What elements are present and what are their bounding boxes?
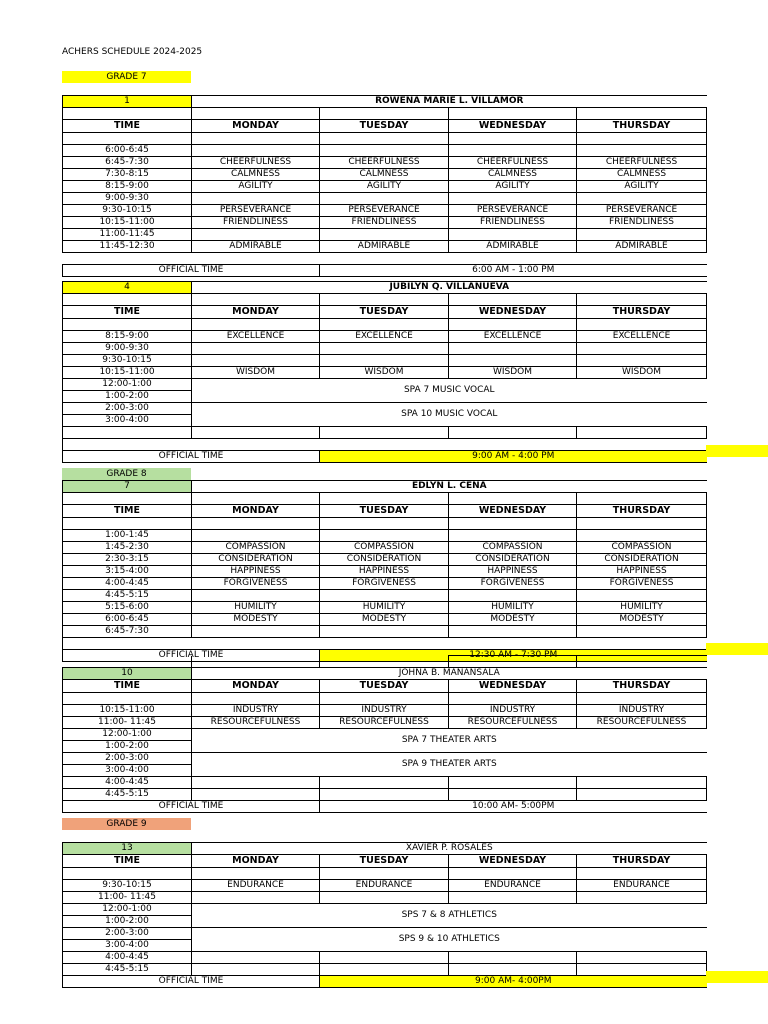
time-cell: 12:00-1:00: [63, 729, 192, 741]
subject-cell: [577, 145, 707, 157]
subject-cell: PERSEVERANCE: [577, 205, 707, 217]
header-time: TIME: [63, 505, 192, 518]
time-cell: 6:45-7:30: [63, 626, 192, 638]
time-cell: 4:00-4:45: [63, 777, 192, 789]
subject-cell: EXCELLENCE: [449, 331, 577, 343]
time-cell: 4:00-4:45: [63, 578, 192, 590]
subject-cell: [320, 530, 449, 542]
subject-cell: INDUSTRY: [577, 705, 707, 717]
subject-cell: EXCELLENCE: [577, 331, 707, 343]
time-cell: 9:00-9:30: [63, 193, 192, 205]
subject-cell: [449, 530, 577, 542]
time-cell: 4:00-4:45: [63, 952, 192, 964]
subject-cell: COMPASSION: [320, 542, 449, 554]
time-cell: 11:00- 11:45: [63, 717, 192, 729]
time-cell: 3:00-4:00: [63, 940, 192, 952]
subject-cell: [449, 193, 577, 205]
subject-cell: [192, 590, 320, 602]
grade-9-label: GRADE 9: [62, 818, 191, 830]
time-cell: 8:15-9:00: [63, 331, 192, 343]
schedule-table-villamor: [62, 95, 707, 277]
subject-cell: [320, 343, 449, 355]
header-time: TIME: [63, 306, 192, 319]
time-cell: 9:00-9:30: [63, 343, 192, 355]
grade-8-label: GRADE 8: [62, 468, 191, 480]
time-cell: 9:30-10:15: [63, 880, 192, 892]
time-cell: 3:00-4:00: [63, 415, 192, 427]
header-time: TIME: [63, 680, 192, 693]
subject-cell: PERSEVERANCE: [192, 205, 320, 217]
subject-cell: INDUSTRY: [449, 705, 577, 717]
subject-cell: [577, 626, 707, 638]
subject-cell: MODESTY: [192, 614, 320, 626]
time-cell: 9:30-10:15: [63, 355, 192, 367]
schedule-row: [63, 241, 707, 253]
subject-cell: [320, 229, 449, 241]
subject-cell: [449, 145, 577, 157]
header-monday: MONDAY: [192, 855, 320, 868]
subject-cell: RESOURCEFULNESS: [449, 717, 577, 729]
subject-cell: AGILITY: [192, 181, 320, 193]
time-cell: 2:00-3:00: [63, 753, 192, 765]
official-time-label: OFFICIAL TIME: [63, 650, 320, 662]
subject-cell: MODESTY: [320, 614, 449, 626]
subject-cell: [192, 145, 320, 157]
subject-cell: [577, 343, 707, 355]
schedule-row: [63, 542, 707, 554]
time-cell: 3:00-4:00: [63, 765, 192, 777]
time-cell: 1:00-2:00: [63, 391, 192, 403]
highlight-extension: [706, 971, 768, 983]
schedule-row: [63, 367, 707, 379]
header-wednesday: WEDNESDAY: [449, 855, 577, 868]
time-cell: 11:00-11:45: [63, 229, 192, 241]
document-title: ACHERS SCHEDULE 2024-2025: [62, 47, 203, 57]
subject-cell: FORGIVENESS: [449, 578, 577, 590]
subject-cell: [449, 355, 577, 367]
official-time-value: 9:00 AM - 4:00 PM: [320, 451, 707, 463]
subject-cell: [320, 193, 449, 205]
subject-cell: [192, 626, 320, 638]
header-wednesday: WEDNESDAY: [449, 505, 577, 518]
schedule-row: [63, 602, 707, 614]
subject-cell: FORGIVENESS: [577, 578, 707, 590]
official-time-value: 12:30 AM - 7:30 PM: [320, 650, 707, 662]
subject-cell: CONSIDERATION: [449, 554, 577, 566]
teacher-name: JOHNA B. MANANSALA: [192, 668, 707, 680]
schedule-row: [63, 626, 707, 638]
header-time: TIME: [63, 855, 192, 868]
schedule-row: [63, 181, 707, 193]
schedule-row: [63, 705, 707, 717]
schedule-row: [63, 880, 707, 892]
schedule-row: [63, 145, 707, 157]
schedule-row: [63, 566, 707, 578]
schedule-row: [63, 614, 707, 626]
schedule-row: [63, 530, 707, 542]
subject-cell: WISDOM: [449, 367, 577, 379]
subject-cell: COMPASSION: [577, 542, 707, 554]
time-cell: 10:15-11:00: [63, 217, 192, 229]
merged-class-cell: SPA 10 MUSIC VOCAL: [192, 403, 707, 427]
time-cell: 8:15-9:00: [63, 181, 192, 193]
teacher-number: 1: [63, 96, 192, 108]
official-time-value: 9:00 AM- 4:00PM: [320, 976, 707, 988]
subject-cell: [577, 530, 707, 542]
schedule-table-manansala: [62, 655, 707, 813]
header-wednesday: WEDNESDAY: [449, 306, 577, 319]
teacher-name: EDLYN L. CENA: [192, 481, 707, 493]
subject-cell: [320, 892, 449, 904]
schedule-table-cena: [62, 480, 707, 662]
header-tuesday: TUESDAY: [320, 120, 449, 133]
subject-cell: [192, 193, 320, 205]
subject-cell: FRIENDLINESS: [320, 217, 449, 229]
merged-class-cell: SPA 7 THEATER ARTS: [192, 729, 707, 753]
official-time-label: OFFICIAL TIME: [63, 976, 320, 988]
subject-cell: HAPPINESS: [449, 566, 577, 578]
schedule-row: [63, 193, 707, 205]
subject-cell: FORGIVENESS: [320, 578, 449, 590]
subject-cell: FRIENDLINESS: [449, 217, 577, 229]
subject-cell: ADMIRABLE: [192, 241, 320, 253]
subject-cell: HAPPINESS: [192, 566, 320, 578]
subject-cell: RESOURCEFULNESS: [192, 717, 320, 729]
subject-cell: CALMNESS: [449, 169, 577, 181]
time-cell: 10:15-11:00: [63, 705, 192, 717]
schedule-table-villanueva: [62, 281, 707, 463]
subject-cell: RESOURCEFULNESS: [320, 717, 449, 729]
schedule-row: [63, 343, 707, 355]
header-thursday: THURSDAY: [577, 306, 707, 319]
time-cell: 9:30-10:15: [63, 205, 192, 217]
subject-cell: [449, 892, 577, 904]
subject-cell: [449, 590, 577, 602]
time-cell: 3:15-4:00: [63, 566, 192, 578]
subject-cell: FRIENDLINESS: [192, 217, 320, 229]
header-thursday: THURSDAY: [577, 680, 707, 693]
header-monday: MONDAY: [192, 505, 320, 518]
time-cell: 4:45-5:15: [63, 590, 192, 602]
subject-cell: CONSIDERATION: [577, 554, 707, 566]
subject-cell: HUMILITY: [577, 602, 707, 614]
subject-cell: CHEERFULNESS: [192, 157, 320, 169]
subject-cell: MODESTY: [577, 614, 707, 626]
subject-cell: CONSIDERATION: [320, 554, 449, 566]
merged-class-cell: SPS 9 & 10 ATHLETICS: [192, 928, 707, 952]
subject-cell: INDUSTRY: [192, 705, 320, 717]
time-cell: 1:00-1:45: [63, 530, 192, 542]
subject-cell: ENDURANCE: [449, 880, 577, 892]
merged-class-cell: SPA 7 MUSIC VOCAL: [192, 379, 707, 403]
teacher-number: 10: [63, 668, 192, 680]
header-wednesday: WEDNESDAY: [449, 120, 577, 133]
official-time-label: OFFICIAL TIME: [63, 801, 320, 813]
highlight-extension: [706, 643, 768, 655]
schedule-row: [63, 578, 707, 590]
time-cell: 1:45-2:30: [63, 542, 192, 554]
schedule-table-rosales: [62, 842, 707, 988]
header-time: TIME: [63, 120, 192, 133]
subject-cell: [320, 590, 449, 602]
subject-cell: ADMIRABLE: [577, 241, 707, 253]
subject-cell: [192, 892, 320, 904]
header-tuesday: TUESDAY: [320, 855, 449, 868]
schedule-row: [63, 717, 707, 729]
subject-cell: AGILITY: [577, 181, 707, 193]
schedule-row: [63, 157, 707, 169]
subject-cell: [192, 355, 320, 367]
subject-cell: CHEERFULNESS: [320, 157, 449, 169]
highlight-extension: [706, 445, 768, 457]
header-tuesday: TUESDAY: [320, 505, 449, 518]
subject-cell: WISDOM: [192, 367, 320, 379]
time-cell: 12:00-1:00: [63, 904, 192, 916]
subject-cell: RESOURCEFULNESS: [577, 717, 707, 729]
subject-cell: EXCELLENCE: [192, 331, 320, 343]
subject-cell: AGILITY: [449, 181, 577, 193]
grade-7-label: GRADE 7: [62, 71, 191, 83]
subject-cell: HUMILITY: [192, 602, 320, 614]
time-cell: 11:00- 11:45: [63, 892, 192, 904]
time-cell: 2:00-3:00: [63, 403, 192, 415]
time-cell: 6:00-6:45: [63, 145, 192, 157]
subject-cell: EXCELLENCE: [320, 331, 449, 343]
subject-cell: [449, 343, 577, 355]
time-cell: 4:45-5:15: [63, 789, 192, 801]
subject-cell: [192, 530, 320, 542]
time-cell: 1:00-2:00: [63, 741, 192, 753]
subject-cell: [320, 355, 449, 367]
subject-cell: COMPASSION: [192, 542, 320, 554]
subject-cell: WISDOM: [577, 367, 707, 379]
subject-cell: [449, 229, 577, 241]
subject-cell: MODESTY: [449, 614, 577, 626]
subject-cell: CALMNESS: [192, 169, 320, 181]
schedule-row: [63, 217, 707, 229]
subject-cell: ADMIRABLE: [449, 241, 577, 253]
subject-cell: INDUSTRY: [320, 705, 449, 717]
schedule-row: [63, 892, 707, 904]
subject-cell: HUMILITY: [449, 602, 577, 614]
time-cell: 6:45-7:30: [63, 157, 192, 169]
time-cell: 12:00-1:00: [63, 379, 192, 391]
subject-cell: CALMNESS: [320, 169, 449, 181]
subject-cell: [192, 229, 320, 241]
subject-cell: HUMILITY: [320, 602, 449, 614]
schedule-row: [63, 229, 707, 241]
schedule-row: [63, 205, 707, 217]
header-monday: MONDAY: [192, 120, 320, 133]
merged-class-cell: SPA 9 THEATER ARTS: [192, 753, 707, 777]
merged-class-cell: SPS 7 & 8 ATHLETICS: [192, 904, 707, 928]
time-cell: 11:45-12:30: [63, 241, 192, 253]
subject-cell: [449, 626, 577, 638]
official-time-value: 10:00 AM- 5:00PM: [320, 801, 707, 813]
subject-cell: ENDURANCE: [577, 880, 707, 892]
time-cell: 5:15-6:00: [63, 602, 192, 614]
subject-cell: HAPPINESS: [577, 566, 707, 578]
subject-cell: [320, 626, 449, 638]
subject-cell: [577, 590, 707, 602]
time-cell: 10:15-11:00: [63, 367, 192, 379]
subject-cell: PERSEVERANCE: [320, 205, 449, 217]
subject-cell: CONSIDERATION: [192, 554, 320, 566]
header-thursday: THURSDAY: [577, 505, 707, 518]
teacher-name: XAVIER P. ROSALES: [192, 843, 707, 855]
schedule-row: [63, 169, 707, 181]
header-tuesday: TUESDAY: [320, 306, 449, 319]
header-wednesday: WEDNESDAY: [449, 680, 577, 693]
subject-cell: ENDURANCE: [320, 880, 449, 892]
subject-cell: PERSEVERANCE: [449, 205, 577, 217]
schedule-row: [63, 355, 707, 367]
time-cell: 1:00-2:00: [63, 916, 192, 928]
time-cell: 4:45-5:15: [63, 964, 192, 976]
subject-cell: [577, 229, 707, 241]
subject-cell: CHEERFULNESS: [449, 157, 577, 169]
schedule-row: [63, 331, 707, 343]
schedule-row: [63, 590, 707, 602]
time-cell: 2:00-3:00: [63, 928, 192, 940]
subject-cell: AGILITY: [320, 181, 449, 193]
subject-cell: [192, 343, 320, 355]
time-cell: 7:30-8:15: [63, 169, 192, 181]
teacher-name: ROWENA MARIE L. VILLAMOR: [192, 96, 707, 108]
subject-cell: CALMNESS: [577, 169, 707, 181]
subject-cell: FORGIVENESS: [192, 578, 320, 590]
time-cell: 6:00-6:45: [63, 614, 192, 626]
subject-cell: ADMIRABLE: [320, 241, 449, 253]
header-monday: MONDAY: [192, 680, 320, 693]
official-time-value: 6:00 AM - 1:00 PM: [320, 265, 707, 277]
header-tuesday: TUESDAY: [320, 680, 449, 693]
official-time-label: OFFICIAL TIME: [63, 265, 320, 277]
subject-cell: WISDOM: [320, 367, 449, 379]
subject-cell: COMPASSION: [449, 542, 577, 554]
subject-cell: ENDURANCE: [192, 880, 320, 892]
subject-cell: [577, 892, 707, 904]
teacher-number: 13: [63, 843, 192, 855]
header-thursday: THURSDAY: [577, 120, 707, 133]
subject-cell: FRIENDLINESS: [577, 217, 707, 229]
subject-cell: [320, 145, 449, 157]
teacher-number: 7: [63, 481, 192, 493]
subject-cell: [577, 355, 707, 367]
subject-cell: [577, 193, 707, 205]
subject-cell: CHEERFULNESS: [577, 157, 707, 169]
time-cell: 2:30-3:15: [63, 554, 192, 566]
schedule-row: [63, 554, 707, 566]
header-thursday: THURSDAY: [577, 855, 707, 868]
teacher-name: JUBILYN Q. VILLANUEVA: [192, 282, 707, 294]
subject-cell: HAPPINESS: [320, 566, 449, 578]
header-monday: MONDAY: [192, 306, 320, 319]
official-time-label: OFFICIAL TIME: [63, 451, 320, 463]
teacher-number: 4: [63, 282, 192, 294]
